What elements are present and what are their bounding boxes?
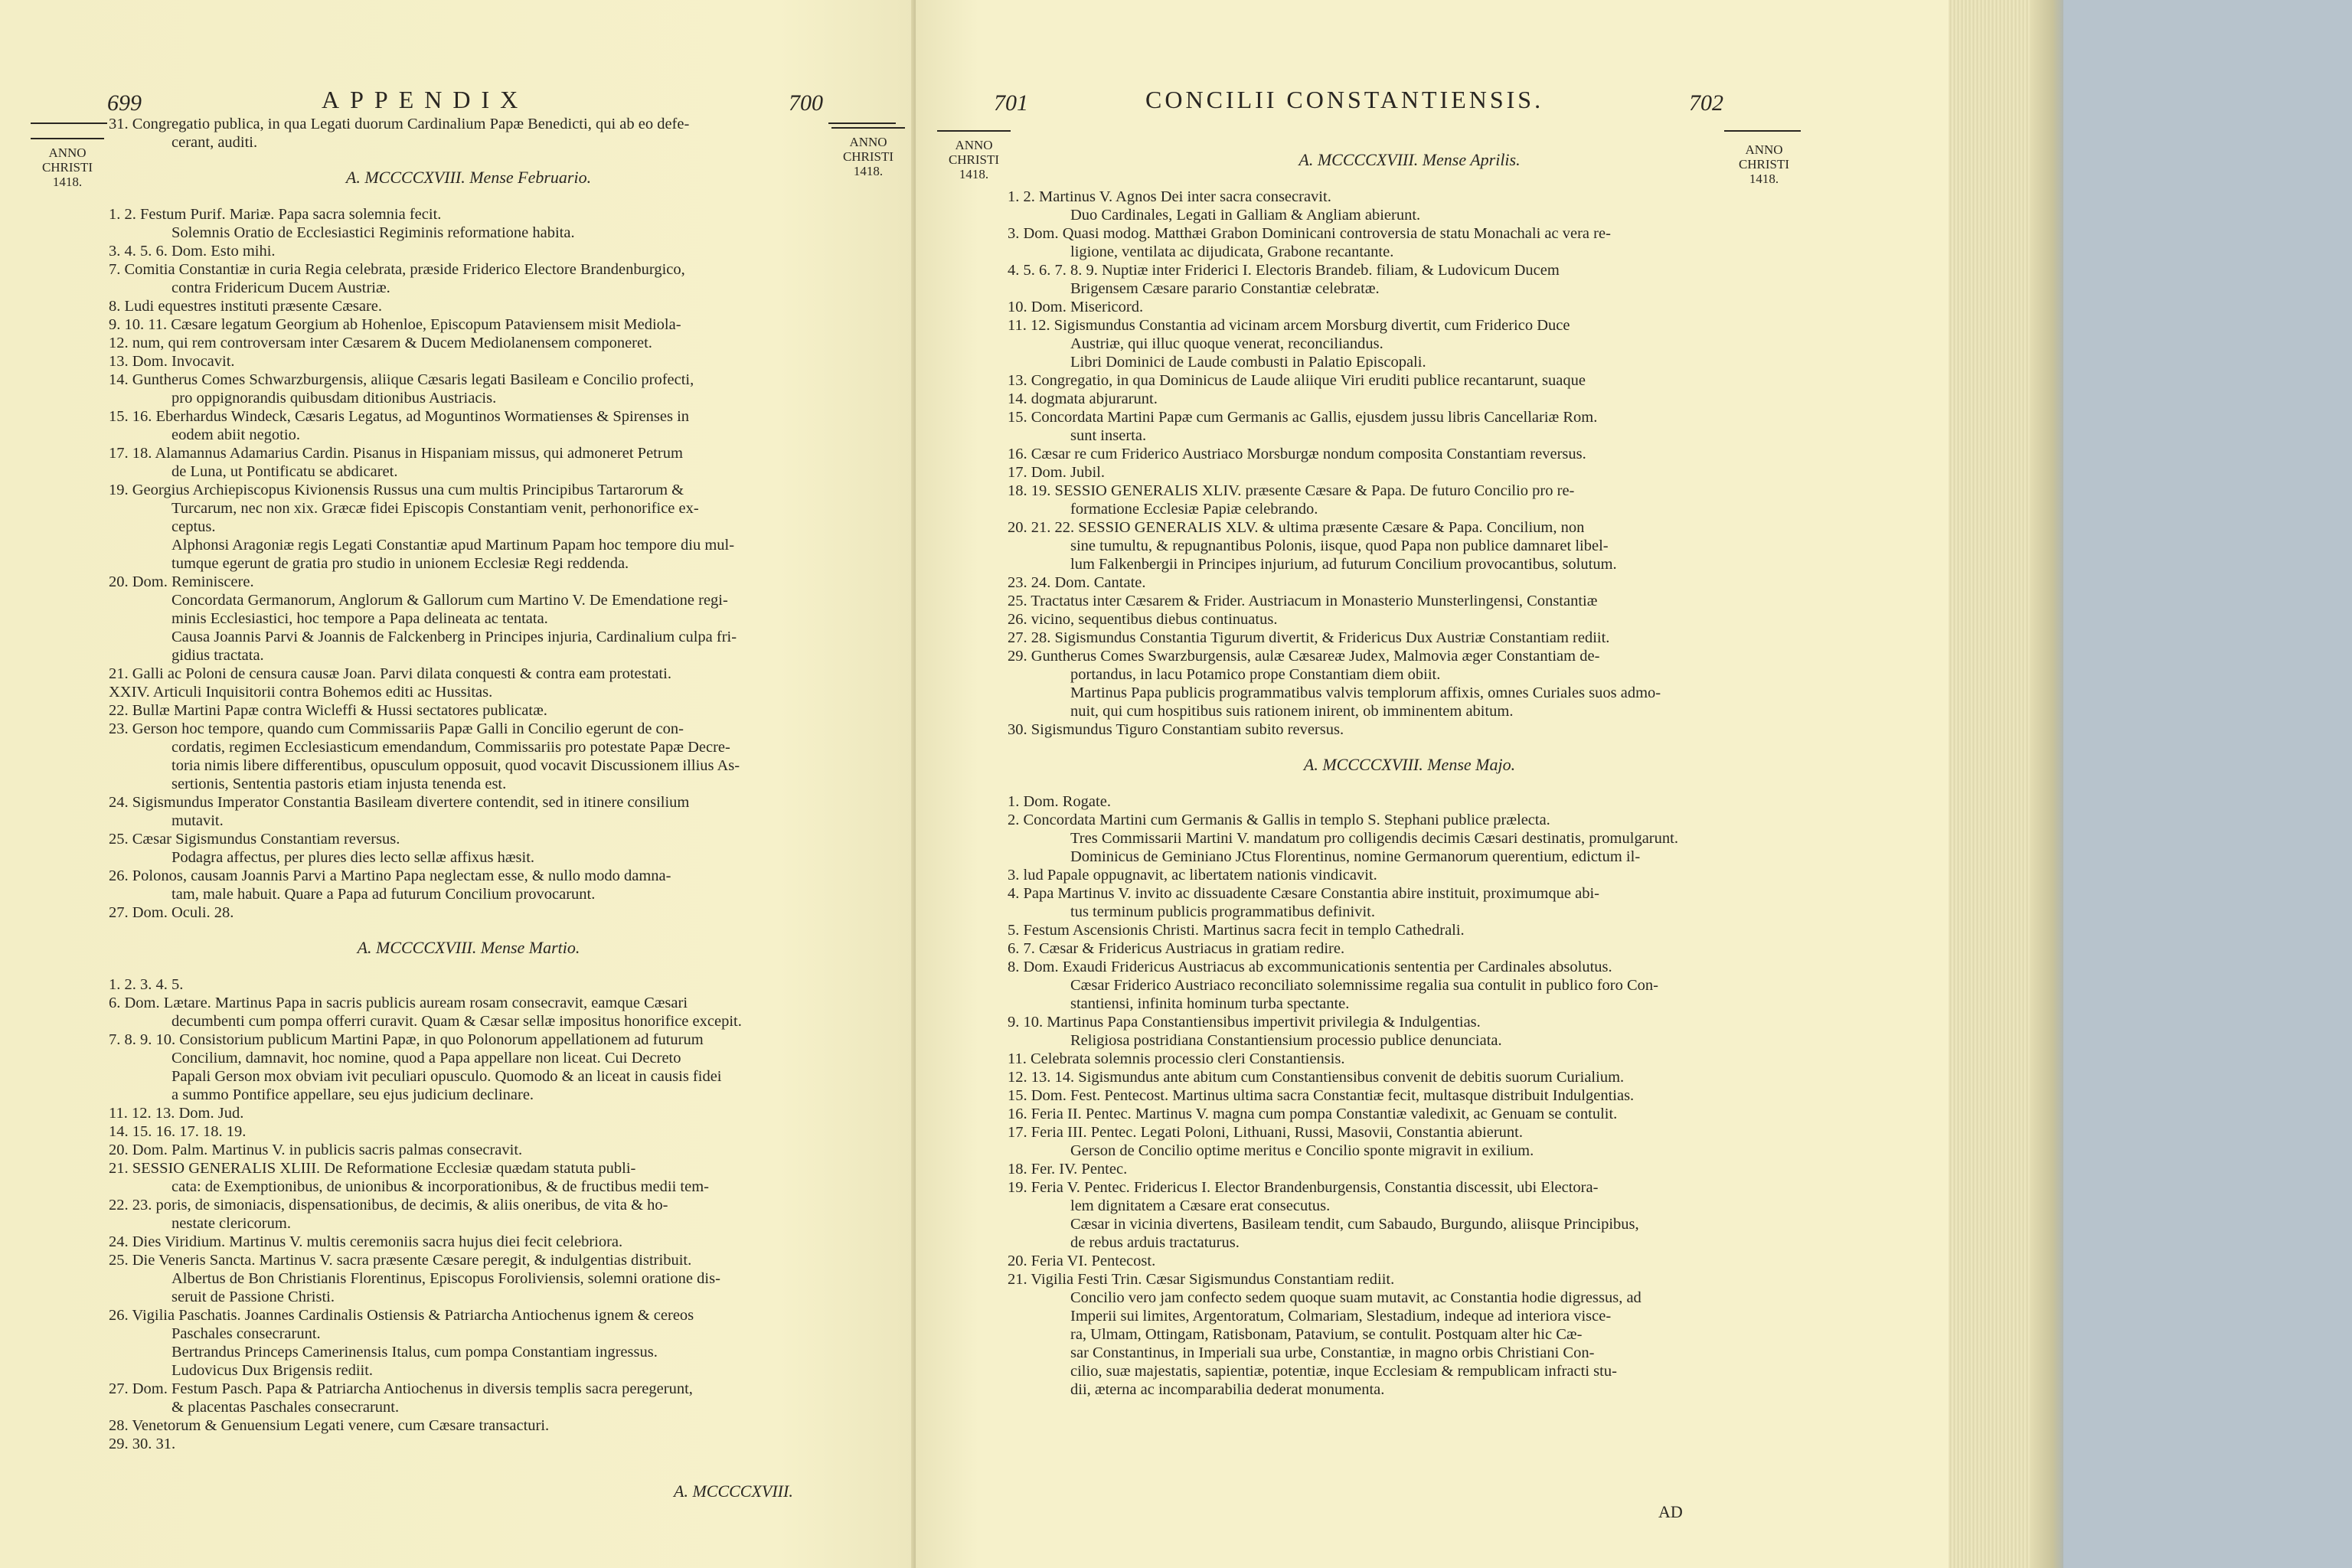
anno-christi-margin-note-right [831,127,905,178]
text-line: 25. Tractatus inter Cæsarem & Frider. Austriacum in Monasterio Munsterlingensi, Constantiæ [1008,593,1598,609]
text-line: Causa Joannis Parvi & Joannis de Falckenberg in Principes injuria, Cardinalium culpa fri- [172,629,737,645]
text-line: 21. Galli ac Poloni de censura causæ Joan. Parvi dilata conquesti & contra eam protestati. [109,665,671,682]
text-line: 31. Congregatio publica, in qua Legati duorum Cardinalium Papæ Benedicti, qui ab eo defe- [109,116,690,132]
text-line: 17. 18. Alamannus Adamarius Cardin. Pisanus in Hispaniam missus, qui admoneret Petrum [109,445,683,462]
section-heading: A. MCCCCXVIII. Mense Aprilis. [1298,150,1521,169]
text-line: 3. Dom. Quasi modog. Matthæi Grabon Dominicani controversia de statu Monachali ac vera re- [1008,225,1611,242]
anno-christi-margin-note [937,132,1011,181]
text-line: 20. Dom. Reminiscere. [109,573,254,590]
text-line: 15. Dom. Fest. Pentecost. Martinus ultima sacra Constantiæ fecit, multasque distribuit Indulgentias. [1008,1087,1635,1104]
text-line: cordatis, regimen Ecclesiasticum emendandum, Commissariis pro potestate Papæ Decre- [172,739,730,756]
header-rule [1724,130,1801,132]
text-line: 1. Dom. Rogate. [1008,793,1111,810]
text-line: eodem abiit negotio. [172,426,300,443]
year-label: 1418. [853,164,884,178]
running-title: APPENDIX [322,86,529,113]
text-line: 7. Comitia Constantiæ in curia Regia celebrata, præside Friderico Electore Brandenburgico, [109,261,685,278]
text-line: 19. Georgius Archiepiscopus Kivionensis Russus una cum multis Principibus Tartarorum & [109,482,684,498]
text-line: minis Ecclesiastici, hoc tempore a Papa delineata ac tentata. [172,610,548,627]
text-line: 18. 19. SESSIO GENERALIS XLIV. præsente Cæsare & Papa. De futuro Concilio pro re- [1008,482,1575,499]
text-line: 14. 15. 16. 17. 18. 19. [109,1123,247,1140]
text-line: 6. Dom. Lætare. Martinus Papa in sacris publicis auream rosam consecravit, eamque Cæsari [109,995,688,1011]
text-line: Albertus de Bon Christianis Florentinus, Episcopus Foroliviensis, solemni oratione dis- [172,1270,720,1287]
text-line: 29. Guntherus Comes Swarzburgensis, aulæ Cæsareæ Judex, Malmovia æger Constantiam de- [1008,648,1600,665]
right-page [916,0,1960,1568]
text-line: Concilium, damnavit, hoc nomine, quod a Papa appellare non liceat. Cui Decreto [172,1050,681,1067]
header-rule [31,122,107,124]
text-line: 7. 8. 9. 10. Consistorium publicum Martini Papæ, in quo Polonorum appellationem ad futurum [109,1031,704,1048]
text-line: ra, Ulmam, Ottingam, Ratisbonam, Patavium, se contulit. Postquam alter hic Cæ- [1070,1326,1583,1343]
text-line: 10. Dom. Misericord. [1008,299,1144,315]
text-line: 18. Fer. IV. Pentec. [1008,1161,1128,1178]
text-line: 20. Feria VI. Pentecost. [1008,1253,1156,1269]
text-line: cilio, suæ majestatis, sapientiæ, potentiæ, inque Ecclesiam & rempublicam infracti stu- [1070,1363,1617,1380]
text-line: 22. 23. poris, de simoniacis, dispensationibus, de decimis, & aliis oneribus, de vita & ho- [109,1197,668,1214]
text-line: 4. Papa Martinus V. invito ac dissuadente Cæsare Constantia abire instituit, proximumque abi- [1008,885,1600,902]
text-line: 29. 30. 31. [109,1436,176,1452]
text-line: Podagra affectus, per plures dies lecto sellæ affixus hæsit. [172,849,535,866]
text-line: tumque egerunt de gratia pro studio in unionem Ecclesiæ Regi reddenda. [172,555,629,572]
text-line: tus terminum publicis programmatibus definivit. [1070,903,1375,920]
text-line: XXIV. Articuli Inquisitorii contra Bohemos editi ac Hussitas. [109,684,493,701]
text-line: contra Fridericum Ducem Austriæ. [172,279,390,296]
text-line: 27. Dom. Festum Pasch. Papa & Patriarcha Antiochenus in diversis templis sacra peregerunt, [109,1380,693,1397]
text-line: 8. Ludi equestres instituti præsente Cæsare. [109,298,382,315]
text-line: 12. num, qui rem controversam inter Cæsarem & Ducem Mediolanensem componeret. [109,335,652,351]
text-line: 30. Sigismundus Tiguro Constantiam subito reversus. [1008,721,1344,738]
background [2063,0,2352,1568]
text-line: nestate clericorum. [172,1215,291,1232]
text-line: lem dignitatem a Cæsare erat consecutus. [1070,1197,1331,1214]
right-page-text [1008,134,1811,1399]
text-line: Tres Commissarii Martini V. mandatum pro colligendis decimis Cæsari destinatis, promulgarunt. [1070,830,1678,847]
text-line: sunt inserta. [1070,427,1147,444]
text-line: sar Constantinus, in Imperiali sua urbe, Constantiæ, in magno orbis Christiani Con- [1070,1344,1595,1361]
text-line: 14. dogmata abjurarunt. [1008,390,1158,407]
text-line: 8. Dom. Exaudi Fridericus Austriacus ab excommunicationis sententia per Cardinales absolutus. [1008,959,1612,975]
text-line: Ludovicus Dux Brigensis rediit. [172,1362,374,1379]
text-line: 21. Vigilia Festi Trin. Cæsar Sigismundus Constantiam rediit. [1008,1271,1395,1288]
section-heading: A. MCCCCXVIII. Mense Februario. [345,168,592,187]
text-line: 27. Dom. Oculi. 28. [109,904,234,921]
text-line: 26. Polonos, causam Joannis Parvi a Martino Papa neglectam esse, & nullo modo damna- [109,867,671,884]
text-line: 13. Dom. Invocavit. [109,353,235,370]
catchword: A. MCCCCXVIII. [674,1481,793,1501]
text-line: 24. Sigismundus Imperator Constantia Basileam divertere contendit, sed in itinere consilium [109,794,690,811]
text-line: seruit de Passione Christi. [172,1289,335,1305]
text-line: Turcarum, nec non xix. Græcæ fidei Episcopis Constantiam venit, perhonorifice ex- [172,500,699,517]
text-line: 12. 13. 14. Sigismundus ante abitum cum Constantiensibus convenit de debitis suorum Curialium. [1008,1069,1625,1086]
text-line: 21. SESSIO GENERALIS XLIII. De Reformatione Ecclesiæ quædam statuta publi- [109,1160,636,1177]
text-line: portandus, in lacu Potamico prope Constantiam diem obiit. [1070,666,1441,683]
page-number-left: 701 [994,90,1028,116]
section-heading: A. MCCCCXVIII. Mense Martio. [357,938,580,957]
text-line: a summo Pontifice appellare, seu ejus judicium declinare. [172,1086,534,1103]
text-line: Cæsar in vicinia divertens, Basileam tendit, cum Sabaudo, Burgundo, aliisque Principibus, [1070,1216,1639,1233]
text-line: 16. Cæsar re cum Friderico Austriaco Morsburgæ nondum composita Constantiam reversus. [1008,446,1586,462]
text-line: 3. 4. 5. 6. Dom. Esto mihi. [109,243,276,260]
text-line: 3. lud Papale oppugnavit, ac libertatem nationis vindicavit. [1008,867,1377,884]
text-line: Martinus Papa publicis programmatibus valvis templorum affixis, omnes Curiales suos admo- [1070,684,1661,701]
text-line: 17. Dom. Jubil. [1008,464,1105,481]
text-line: Papali Gerson mox obviam ivit peculiari opusculo. Quomodo & an liceat in causis fidei [172,1068,722,1085]
text-line: & placentas Paschales consecrarunt. [172,1399,400,1416]
text-line: formatione Ecclesiæ Papiæ celebrando. [1070,501,1318,518]
text-line: de Luna, ut Pontificatu se abdicaret. [172,463,398,480]
text-line: 25. Cæsar Sigismundus Constantiam reversus. [109,831,400,848]
left-page [0,0,916,1568]
text-line: Imperii sui limites, Argentoratum, Colmariam, Slestadium, indeque ad interiora visce- [1070,1308,1612,1325]
text-line: Concordata Germanorum, Anglorum & Gallorum cum Martino V. De Emendatione regi- [172,592,728,609]
text-line: 15. Concordata Martini Papæ cum Germanis ac Gallis, ejusdem jussu libris Cancellariæ Rom. [1008,409,1598,426]
text-line: de rebus arduis tractaturus. [1070,1234,1240,1251]
text-line: cata: de Exemptionibus, de unionibus & incorporationibus, & de fructibus medii tem- [172,1178,709,1195]
text-line: 9. 10. 11. Cæsare legatum Georgium ab Hohenloe, Episcopum Pataviensem misit Mediola- [109,316,681,333]
year-label: 1418. [1749,172,1779,186]
text-line: 11. 12. Sigismundus Constantia ad vicinam arcem Morsburg divertit, cum Friderico Duce [1008,317,1570,334]
text-line: 19. Feria V. Pentec. Fridericus I. Elector Brandenburgensis, Constantia discessit, ubi Electora- [1008,1179,1599,1196]
text-line: decumbenti cum pompa offerri curavit. Quam & Cæsar sellæ impositus honorifice excepit. [172,1013,742,1030]
text-line: Brigensem Cæsare parario Constantiæ celebratæ. [1070,280,1380,297]
text-line: 24. Dies Viridium. Martinus V. multis ceremoniis sacra hujus diei fecit celebriora. [109,1233,623,1250]
text-line: 26. Vigilia Paschatis. Joannes Cardinalis Ostiensis & Patriarcha Antiochenus ignem & cereos [109,1307,694,1324]
text-line: Paschales consecrarunt. [172,1325,321,1342]
text-line: Dominicus de Geminiano JCtus Florentinus, nomine Germanorum querentium, edictum il- [1070,848,1641,865]
text-line: 6. 7. Cæsar & Fridericus Austriacus in gratiam redire. [1008,940,1345,957]
text-line: 17. Feria III. Pentec. Legati Poloni, Lithuani, Russi, Masovii, Constantia abierunt. [1008,1124,1523,1141]
text-line: 13. Congregatio, in qua Dominicus de Laude aliique Viri eruditi publice recantarunt, suaque [1008,372,1586,389]
text-line: Cæsar Friderico Austriaco reconciliato solemnissime regalia sua contulit in publico foro Con- [1070,977,1659,994]
text-line: gidius tractata. [172,647,264,664]
text-line: ligione, ventilata ac dijudicata, Grabone recantante. [1070,243,1394,260]
text-line: 22. Bullæ Martini Papæ contra Wicleffi & Hussi sectatores publicatæ. [109,702,547,719]
text-line: dii, æterna ac incomparabilia dederat monumenta. [1070,1381,1385,1398]
text-line: sine tumultu, & repugnantibus Polonis, iisque, quod Papa non publice damnaret libel- [1070,537,1609,554]
page-number-left: 699 [107,90,142,116]
text-line: lum Falkenbergii in Principes injurium, ad futurum Concilium provocantibus, solutum. [1070,556,1617,573]
text-line: Alphonsi Aragoniæ regis Legati Constantiæ apud Martinum Papam hoc tempore diu mul- [172,537,735,554]
text-line: stantiensi, infinita hominum turba spectante. [1070,995,1350,1012]
text-line: 16. Feria II. Pentec. Martinus V. magna cum pompa Constantiæ valedixit, ac Genuam se contulit. [1008,1106,1618,1122]
christi-label: CHRISTI [948,152,1000,167]
anno-label: ANNO [849,135,887,149]
christi-label: CHRISTI [41,160,93,175]
text-line: nuit, qui cum hospitibus suis rationem inirent, ob imminentem abitum. [1070,703,1514,720]
text-line: 11. Celebrata solemnis processio cleri Constantiensis. [1008,1050,1345,1067]
text-line: ceptus. [172,518,216,535]
text-line: Gerson de Concilio optime meritus e Concilio sponte migravit in exilium. [1070,1142,1534,1159]
book-cover-edge [2030,0,2067,1568]
running-title: CONCILII CONSTANTIENSIS. [1145,86,1544,113]
christi-label: CHRISTI [842,149,894,164]
text-line: Concilio vero jam confecto sedem quoque suam mutavit, ac Constantia hodie digressus, ad [1070,1289,1642,1306]
text-line: 15. 16. Eberhardus Windeck, Cæsaris Legatus, ad Moguntinos Wormatienses & Spirenses in [109,408,690,425]
text-line: 9. 10. Martinus Papa Constantiensibus impertivit privilegia & Indulgentias. [1008,1014,1481,1031]
anno-label: ANNO [955,138,993,152]
text-line: mutavit. [172,812,224,829]
text-line: sertionis, Sententia pastoris etiam injusta tenenda est. [172,776,507,792]
left-page-text [109,115,828,1453]
page-number-right: 700 [789,90,823,116]
text-line: 1. 2. Martinus V. Agnos Dei inter sacra consecravit. [1008,188,1331,205]
header-rule [828,122,896,124]
text-line: pro oppignorandis quibusdam ditionibus Austriacis. [172,390,497,407]
text-line: toria nimis libere differentibus, opusculum opposuit, quod vocavit Discussionem illius As- [172,757,740,774]
text-line: 11. 12. 13. Dom. Jud. [109,1105,244,1122]
text-line: 20. 21. 22. SESSIO GENERALIS XLV. & ultima præsente Cæsare & Papa. Concilium, non [1008,519,1585,536]
text-line: 25. Die Veneris Sancta. Martinus V. sacra præsente Cæsare peregit, & indulgentias distribuit. [109,1252,692,1269]
year-label: 1418. [959,167,989,181]
text-line: 23. Gerson hoc tempore, quando cum Commissariis Papæ Galli in Concilio egerunt de con- [109,720,684,737]
text-line: Duo Cardinales, Legati in Galliam & Angliam abierunt. [1070,207,1421,224]
year-label: 1418. [52,175,83,189]
text-line: 1. 2. 3. 4. 5. [109,976,184,993]
text-line: 26. vicino, sequentibus diebus continuatus. [1008,611,1278,628]
section-heading: A. MCCCCXVIII. Mense Majo. [1303,755,1516,774]
text-line: 27. 28. Sigismundus Constantia Tigurum divertit, & Fridericus Dux Austriæ Constantiam rediit. [1008,629,1610,646]
anno-label: ANNO [48,145,87,160]
christi-label: CHRISTI [1738,157,1790,172]
text-line: 23. 24. Dom. Cantate. [1008,574,1146,591]
catchword: AD [1658,1502,1683,1521]
text-line: Libri Dominici de Laude combusti in Palatio Episcopali. [1070,354,1426,371]
text-line: Religiosa postridiana Constantiensium processio publice denunciata. [1070,1032,1502,1049]
page-number-right: 702 [1689,90,1723,116]
text-line: Solemnis Oratio de Ecclesiastici Regiminis reformatione habita. [172,224,575,241]
text-line: tam, male habuit. Quare a Papa ad futurum Concilium provocarunt. [172,886,596,903]
text-line: 20. Dom. Palm. Martinus V. in publicis sacris palmas consecravit. [109,1142,523,1158]
text-line: Austriæ, qui illuc quoque venerat, reconciliandus. [1070,335,1383,352]
text-line: cerant, auditi. [172,134,258,151]
text-line: 5. Festum Ascensionis Christi. Martinus sacra fecit in templo Cathedrali. [1008,922,1465,939]
anno-christi-margin-note [31,138,104,189]
text-line: 4. 5. 6. 7. 8. 9. Nuptiæ inter Friderici I. Electoris Brandeb. filiam, & Ludovicum Ducem [1008,262,1560,279]
text-line: 14. Guntherus Comes Schwarzburgensis, aliique Cæsaris legati Basileam e Concilio profecti, [109,371,694,388]
text-line: Bertrandus Princeps Camerinensis Italus, cum pompa Constantiam ingressus. [172,1344,658,1361]
text-line: 1. 2. Festum Purif. Mariæ. Papa sacra solemnia fecit. [109,206,442,223]
text-line: 2. Concordata Martini cum Germanis & Gallis in templo S. Stephani publice prælecta. [1008,812,1550,828]
anno-label: ANNO [1745,142,1783,157]
text-line: 28. Venetorum & Genuensium Legati venere, cum Cæsare transacturi. [109,1417,550,1434]
